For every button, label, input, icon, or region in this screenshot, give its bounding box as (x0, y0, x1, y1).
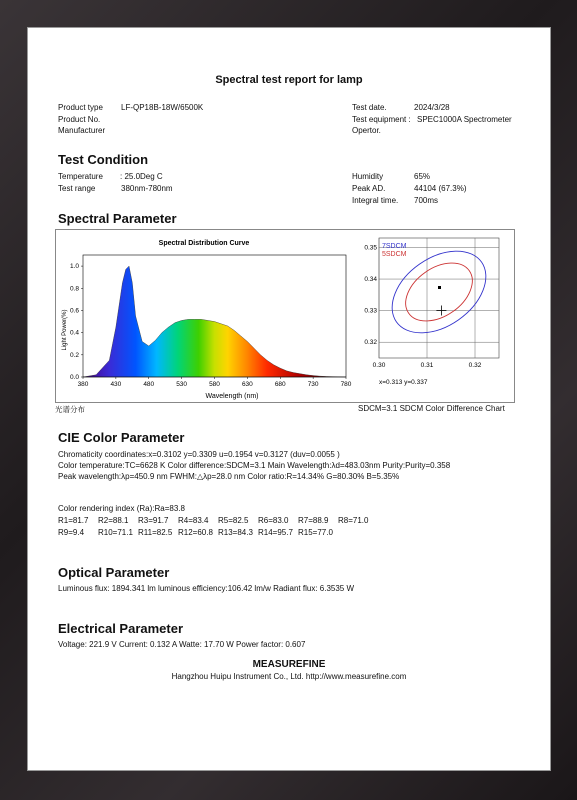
footer-company: Hangzhou Huipu Instrument Co., Ltd. http://www.measurefine.com (171, 672, 407, 681)
x-tick-label: 780 (340, 381, 352, 388)
test-equipment-value: SPEC1000A Spectrometer (417, 115, 512, 124)
sdcm-legend-5: 5SDCM (382, 251, 407, 258)
r-values-row-1 (58, 516, 378, 525)
y-tick-label: 0.2 (69, 351, 79, 359)
y-tick-label: 0.8 (69, 285, 79, 293)
cie-heading: CIE Color Parameter (58, 430, 185, 445)
test-range-value: 380nm-780nm (121, 184, 173, 193)
test-date-label: Test date. (352, 103, 387, 112)
x-tick-label: 530 (176, 381, 188, 388)
r-value-1: R9=9.4 (58, 528, 85, 537)
r-value-6: R14=95.7 (258, 528, 293, 537)
r-value-4: R4=83.4 (178, 516, 209, 525)
spectral-caption-left: 光谱分布 (55, 405, 85, 414)
sdcm-x-tick-label: 0.31 (420, 362, 434, 369)
sdcm-readout: x=0.313 y=0.337 (379, 379, 428, 386)
cie-line-3: Peak wavelength:λp=450.9 nm FWHM:△λp=28.0 nm Color ratio:R=14.34% G=80.30% B=5.35% (58, 472, 400, 481)
spectral-caption-right: SDCM=3.1 SDCM Color Difference Chart (358, 404, 505, 413)
x-tick-label: 580 (209, 381, 220, 388)
y-tick-label: 0.0 (69, 374, 79, 381)
test-condition-heading: Test Condition (58, 152, 149, 167)
r-value-7: R7=88.9 (298, 516, 329, 525)
x-tick-label: 730 (307, 381, 319, 388)
r-value-5: R5=82.5 (218, 516, 249, 525)
spectral-chart-title: Spectral Distribution Curve (158, 240, 250, 247)
integral-label: Integral time. (352, 196, 399, 205)
humidity-value: 65% (414, 172, 431, 181)
r-value-3: R11=82.5 (138, 528, 173, 537)
electrical-heading: Electrical Parameter (58, 621, 184, 636)
r-values-row-2 (58, 528, 338, 537)
cri-line: Color rendering index (Ra):Ra=83.8 (58, 504, 185, 513)
r-value-7: R15=77.0 (298, 528, 333, 537)
r-value-6: R6=83.0 (258, 516, 289, 525)
y-tick-label: 0.4 (69, 329, 79, 337)
test-range-label: Test range (58, 184, 96, 193)
x-tick-label: 480 (143, 381, 155, 388)
sdcm-center-marker (438, 286, 441, 289)
humidity-label: Humidity (352, 172, 384, 181)
sdcm-legend-7: 7SDCM (382, 243, 407, 250)
spectral-curve-area (83, 266, 346, 377)
sdcm-y-tick-label: 0.33 (364, 307, 377, 315)
r-value-8: R8=71.0 (338, 516, 369, 525)
x-tick-label: 680 (274, 381, 286, 388)
product-type-label: Product type (58, 103, 103, 112)
r-value-5: R13=84.3 (218, 528, 253, 537)
x-tick-label: 630 (241, 381, 253, 388)
y-tick-label: 0.6 (69, 307, 79, 315)
peak-value: 44104 (67.3%) (414, 184, 467, 193)
test-equipment-label: Test equipment : (352, 115, 411, 124)
optical-heading: Optical Parameter (58, 565, 170, 580)
spectral-x-axis-label: Wavelength (nm) (205, 393, 259, 400)
sdcm-chart (364, 234, 514, 394)
r-value-1: R1=81.7 (58, 516, 89, 525)
product-type-value: LF-QP18B-18W/6500K (121, 103, 204, 112)
operator-label: Opertor. (352, 126, 381, 135)
sdcm-x-tick-label: 0.30 (372, 362, 386, 369)
sdcm-y-tick-label: 0.32 (364, 339, 377, 347)
r-value-2: R2=88.1 (98, 516, 129, 525)
product-no-label: Product No. (58, 115, 101, 124)
report-page (27, 27, 551, 771)
cie-line-2: Color temperature:TC=6628 K Color difference:SDCM=3.1 Main Wavelength:λd=483.03nm Purity:Purity=0.358 (58, 461, 451, 470)
y-tick-label: 1.0 (69, 263, 79, 271)
cie-line-1: Chromaticity coordinates:x=0.3102 y=0.3309 u=0.1954 v=0.3127 (duv=0.0055 ) (58, 450, 340, 459)
r-value-3: R3=91.7 (138, 516, 169, 525)
peak-label: Peak AD. (352, 184, 386, 193)
r-value-4: R12=60.8 (178, 528, 213, 537)
spectral-heading: Spectral Parameter (58, 211, 177, 226)
sdcm-x-tick-label: 0.32 (468, 362, 482, 369)
sdcm-y-tick-label: 0.35 (364, 244, 377, 252)
test-date-value: 2024/3/28 (414, 103, 450, 112)
spectral-distribution-chart (56, 230, 356, 402)
r-value-2: R10=71.1 (98, 528, 133, 537)
sdcm-y-tick-label: 0.34 (364, 276, 377, 284)
temperature-value: : 25.0Deg C (120, 172, 163, 181)
electrical-line: Voltage: 221.9 V Current: 0.132 A Watte: 17.70 W Power factor: 0.607 (58, 640, 306, 649)
optical-line: Luminous flux: 1894.341 lm luminous efficiency:106.42 lm/w Radiant flux: 6.3535 W (58, 584, 355, 593)
x-tick-label: 380 (77, 381, 89, 388)
footer-brand: MEASUREFINE (252, 659, 326, 670)
x-tick-label: 430 (110, 381, 122, 388)
spectral-chart-box (55, 229, 515, 403)
manufacturer-label: Manufacturer (58, 126, 106, 135)
report-title: Spectral test report for lamp (215, 74, 363, 86)
temperature-label: Temperature (58, 172, 103, 181)
spectral-y-axis-label: Light Power(%) (62, 309, 68, 351)
integral-value: 700ms (414, 196, 439, 205)
